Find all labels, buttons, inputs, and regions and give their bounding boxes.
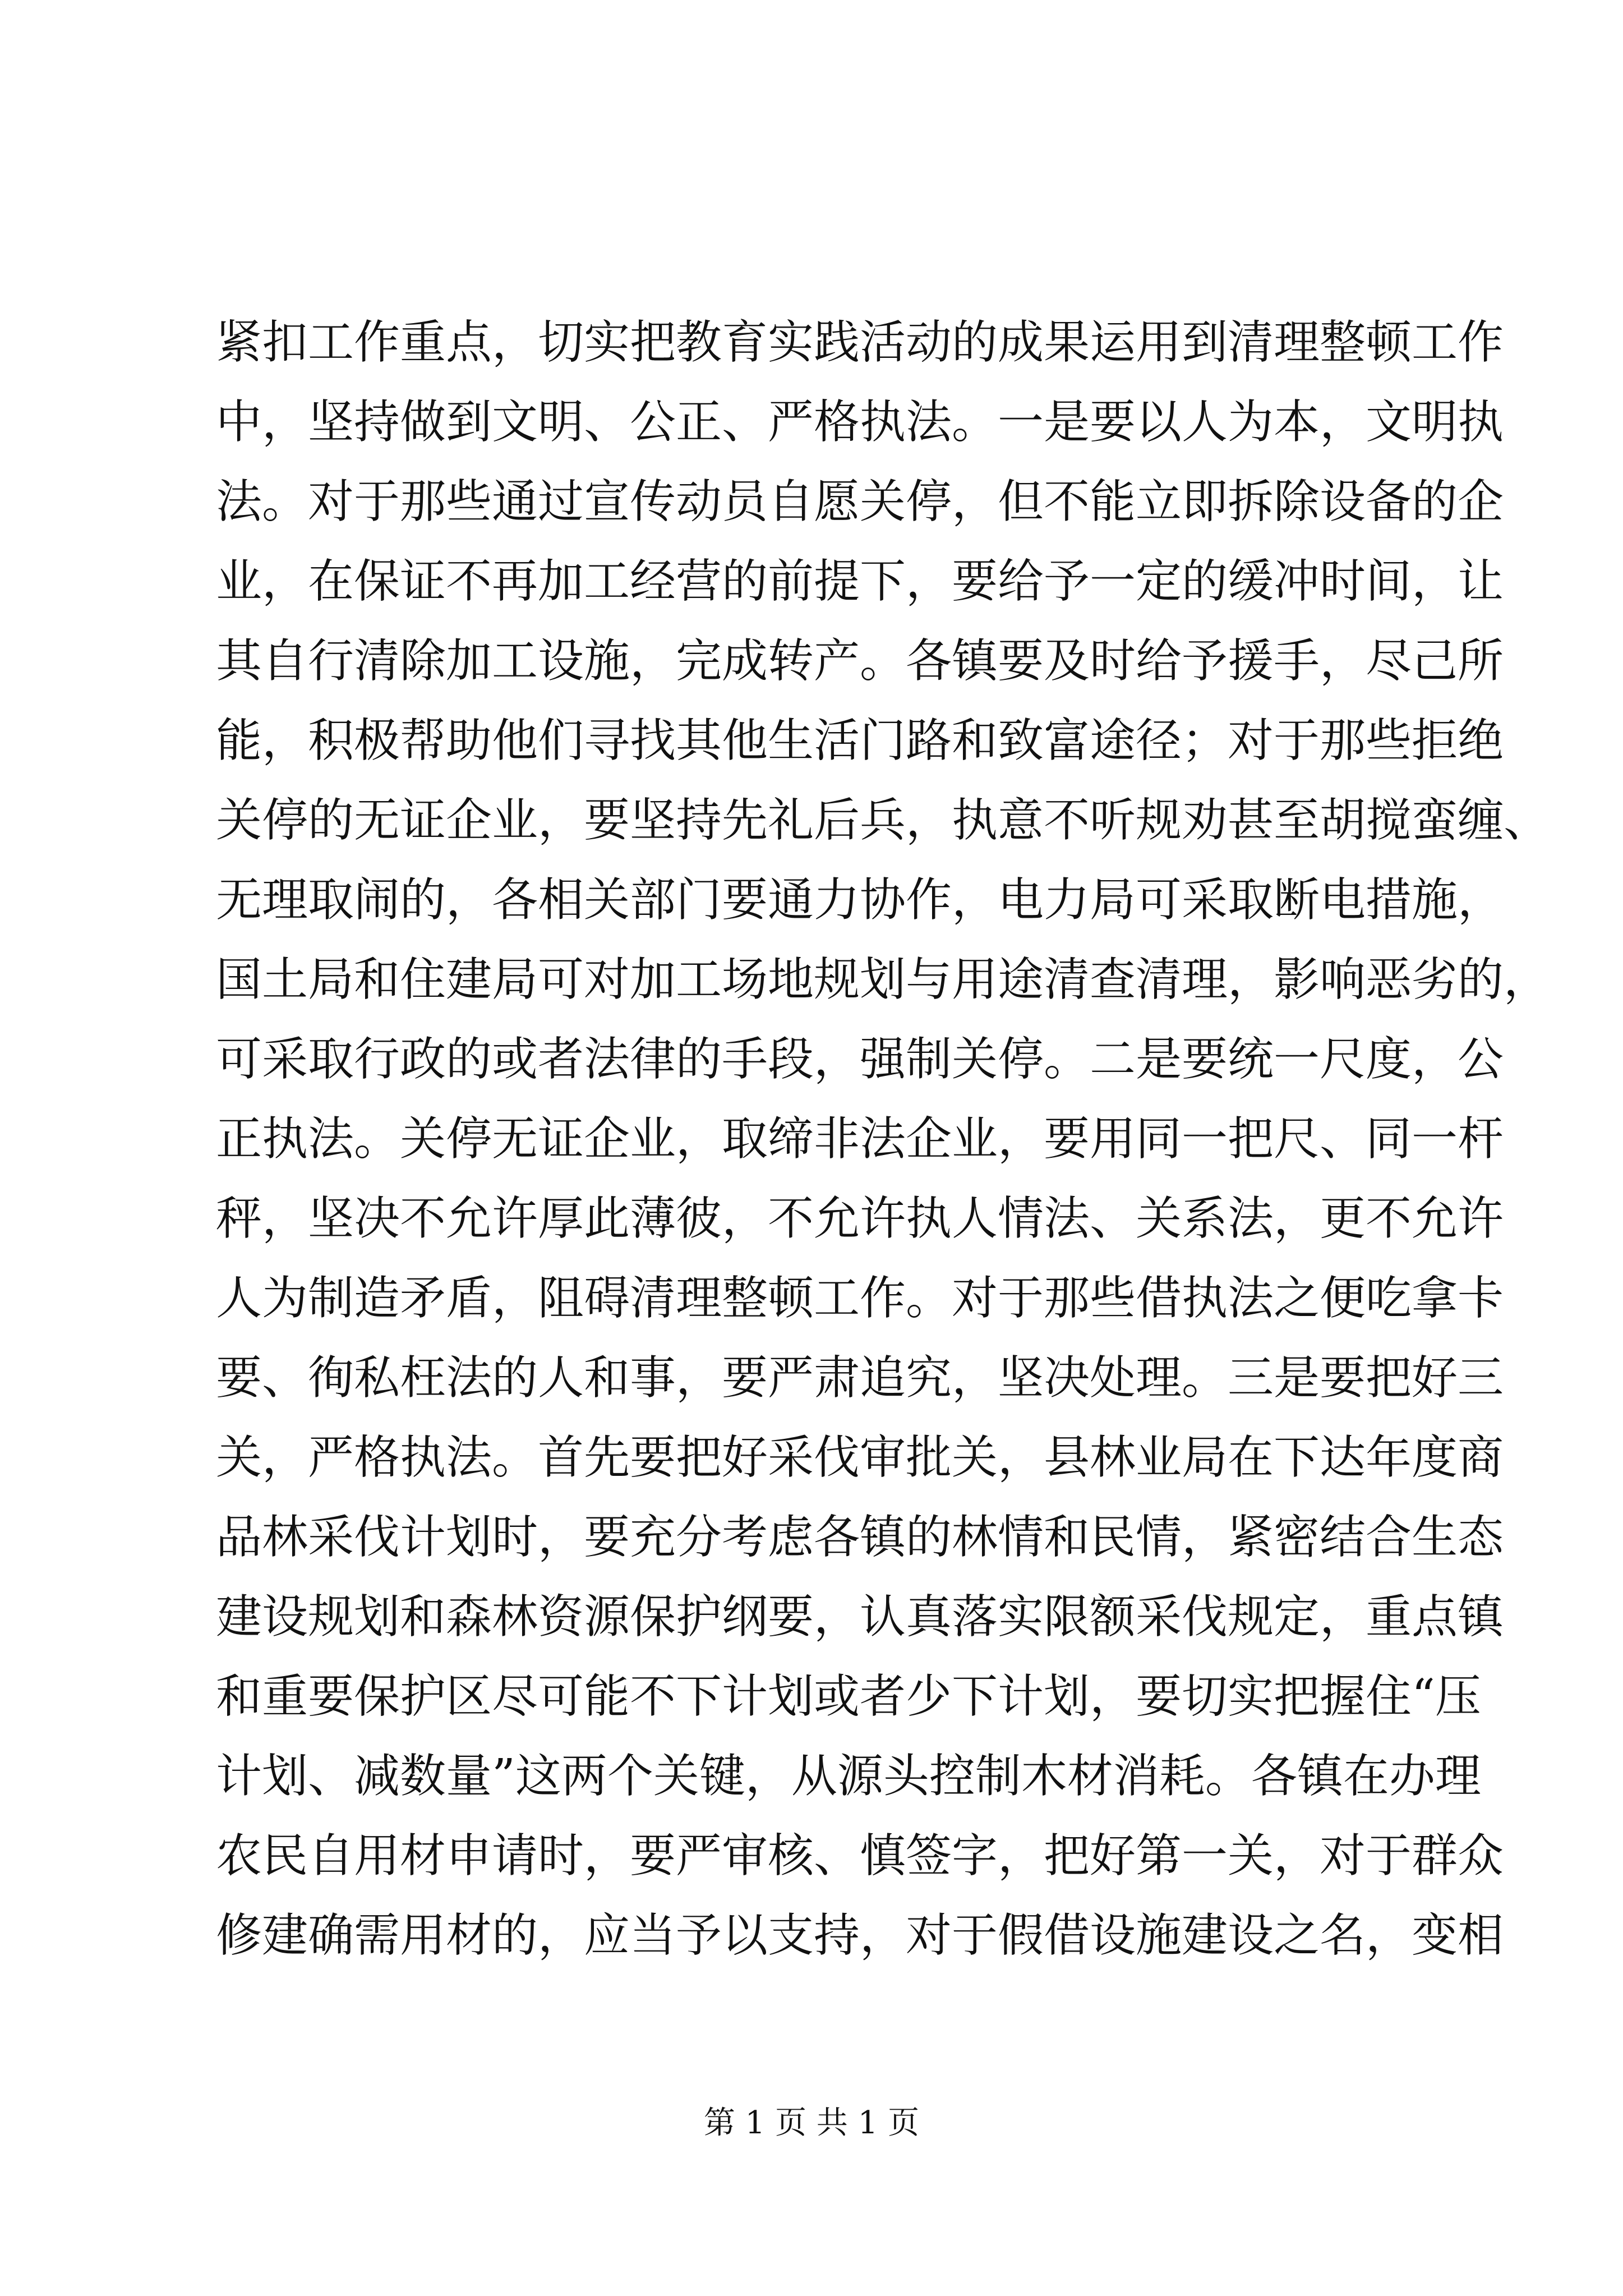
text-line: 国土局和住建局可对加工场地规划与用途清查清理，影响恶劣的， — [216, 953, 1550, 1006]
body-text — [216, 303, 1550, 1976]
text-line: 中，坚持做到文明、公正、严格执法。一是要以人为本，文明执 — [216, 395, 1504, 449]
text-line: 人为制造矛盾，阻碍清理整顿工作。对于那些借执法之便吃拿卡 — [216, 1272, 1504, 1325]
page-number-label: 第 1 页 共 1 页 — [703, 2105, 920, 2141]
text-line: 紧扣工作重点，切实把教育实践活动的成果运用到清理整顿工作 — [216, 316, 1504, 369]
text-line: 业，在保证不再加工经营的前提下，要给予一定的缓冲时间，让 — [216, 555, 1504, 608]
text-line: 和重要保护区尽可能不下计划或者少下计划，要切实把握住“压 — [216, 1670, 1481, 1723]
text-line: 关，严格执法。首先要把好采伐审批关，县林业局在下达年度商 — [216, 1431, 1504, 1484]
text-line: 可采取行政的或者法律的手段，强制关停。二是要统一尺度，公 — [216, 1033, 1504, 1086]
text-line: 法。对于那些通过宣传动员自愿关停，但不能立即拆除设备的企 — [216, 475, 1504, 528]
text-line: 无理取闹的，各相关部门要通力协作，电力局可采取断电措施， — [216, 873, 1504, 927]
text-line: 计划、减数量”这两个关键，从源头控制木材消耗。各镇在办理 — [216, 1750, 1481, 1803]
text-line: 能，积极帮助他们寻找其他生活门路和致富途径；对于那些拒绝 — [216, 714, 1504, 767]
text-line: 正执法。关停无证企业，取缔非法企业，要用同一把尺、同一杆 — [216, 1112, 1504, 1166]
page-footer — [0, 2101, 1623, 2146]
text-line: 关停的无证企业，要坚持先礼后兵，执意不听规劝甚至胡搅蛮缠、 — [216, 794, 1550, 847]
text-line: 建设规划和森林资源保护纲要，认真落实限额采伐规定，重点镇 — [216, 1590, 1504, 1644]
text-line: 修建确需用材的，应当予以支持，对于假借设施建设之名，变相 — [216, 1909, 1504, 1962]
text-line: 秤，坚决不允许厚此薄彼，不允许执人情法、关系法，更不允许 — [216, 1192, 1504, 1245]
text-line: 品林采伐计划时，要充分考虑各镇的林情和民情，紧密结合生态 — [216, 1511, 1504, 1564]
text-line: 农民自用材申请时，要严审核、慎签字，把好第一关，对于群众 — [216, 1829, 1504, 1883]
text-line: 要、徇私枉法的人和事，要严肃追究，坚决处理。三是要把好三 — [216, 1351, 1504, 1405]
text-line: 其自行清除加工设施，完成转产。各镇要及时给予援手，尽己所 — [216, 634, 1504, 688]
